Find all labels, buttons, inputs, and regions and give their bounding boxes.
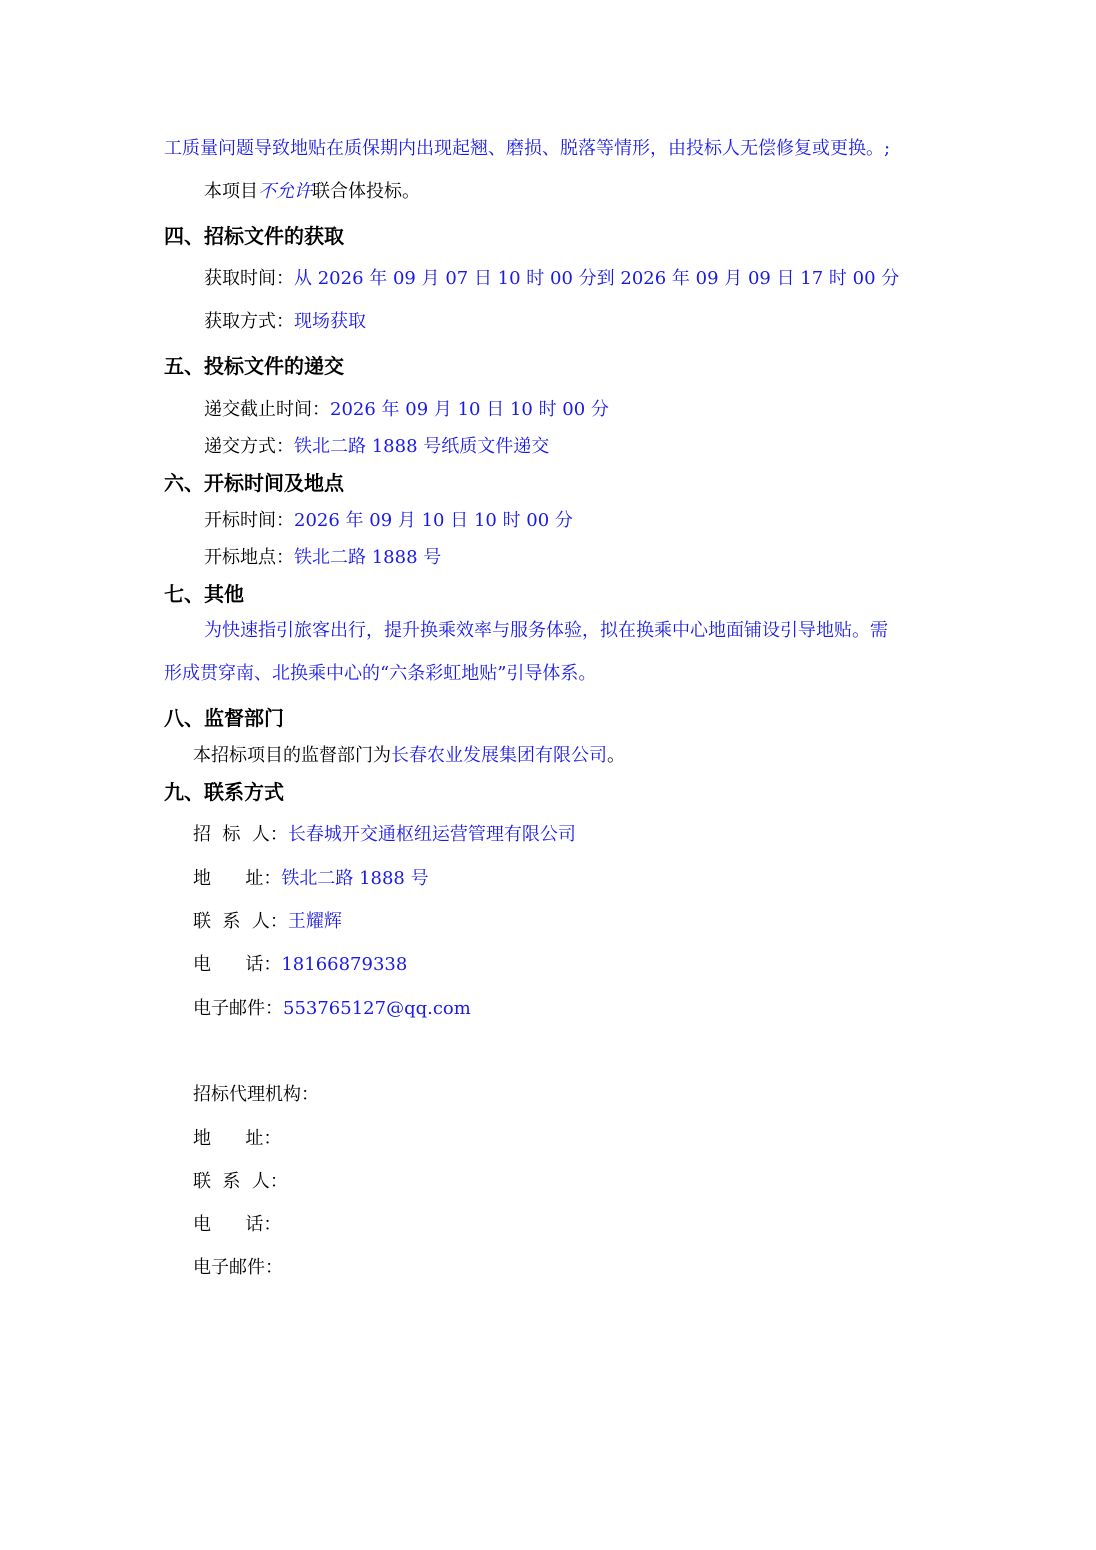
address-row: [193, 867, 429, 891]
phone-label: 电 话：: [193, 954, 282, 975]
tenderer-value: 长春城开交通枢纽运营管理有限公司: [287, 824, 576, 845]
email-value: 553765127@qq.com: [283, 998, 471, 1019]
supervision-suffix: 。: [607, 745, 625, 766]
submit-deadline-label: 递交截止时间：: [204, 399, 330, 420]
acquire-time-value: 从 2026 年 09 月 07 日 10 时 00 分到 2026 年 09 月 09 日 17 时 00 分: [294, 268, 900, 289]
section-heading-5: 五、投标文件的递交: [164, 354, 344, 378]
agency-contact-label: 联 系 人：: [193, 1171, 288, 1192]
contact-value: 王耀辉: [287, 911, 342, 932]
contact-label: 联 系 人：: [193, 911, 288, 932]
other-paragraph-line-1: 为快速指引旅客出行，提升换乘效率与服务体验，拟在换乘中心地面铺设引导地贴。需: [204, 620, 888, 641]
acquire-method-value: 现场获取: [294, 311, 366, 332]
consortium-suffix: 联合体投标。: [312, 181, 420, 202]
phone-row: [193, 953, 407, 977]
agency-name-label: 招标代理机构：: [193, 1084, 319, 1105]
acquire-method-row: [204, 310, 366, 334]
submit-deadline-row: [204, 398, 609, 422]
opening-time-value: 2026 年 09 月 10 日 10 时 00 分: [294, 510, 573, 531]
section-heading-8: 八、监督部门: [164, 706, 284, 730]
supervision-value: 长春农业发展集团有限公司: [391, 745, 607, 766]
acquire-time-label: 获取时间：: [204, 268, 294, 289]
agency-address-label: 地 址：: [193, 1128, 282, 1149]
opening-place-value: 铁北二路 1888 号: [294, 547, 442, 568]
submit-deadline-value: 2026 年 09 月 10 日 10 时 00 分: [330, 399, 609, 420]
consortium-value: 不允许: [258, 181, 312, 202]
phone-value: 18166879338: [281, 954, 408, 975]
email-label: 电子邮件：: [193, 998, 283, 1019]
consortium-statement: [204, 180, 420, 204]
section-heading-6: 六、开标时间及地点: [164, 471, 344, 495]
opening-time-label: 开标时间：: [204, 510, 294, 531]
other-paragraph-line-2: 形成贯穿南、北换乘中心的“六条彩虹地贴”引导体系。: [164, 663, 597, 684]
address-value: 铁北二路 1888 号: [281, 868, 429, 889]
contact-row: [193, 910, 342, 934]
consortium-prefix: 本项目: [204, 181, 258, 202]
acquire-time-row: [204, 267, 899, 291]
submit-method-value: 铁北二路 1888 号纸质文件递交: [294, 436, 550, 457]
submit-method-label: 递交方式：: [204, 436, 294, 457]
agency-phone-label: 电 话：: [193, 1214, 282, 1235]
section-heading-9: 九、联系方式: [164, 780, 284, 804]
acquire-method-label: 获取方式：: [204, 311, 294, 332]
supervision-prefix: 本招标项目的监督部门为: [193, 745, 391, 766]
email-row: [193, 997, 471, 1021]
tenderer-label: 招 标 人：: [193, 824, 288, 845]
supervision-statement: [193, 744, 625, 768]
section-heading-4: 四、招标文件的获取: [164, 224, 344, 248]
section-heading-7: 七、其他: [164, 582, 244, 606]
agency-email-label: 电子邮件：: [193, 1257, 283, 1278]
submit-method-row: [204, 435, 549, 459]
address-label: 地 址：: [193, 868, 282, 889]
opening-place-label: 开标地点：: [204, 547, 294, 568]
opening-time-row: [204, 509, 573, 533]
continued-paragraph: 工质量问题导致地贴在质保期内出现起翘、磨损、脱落等情形，由投标人无偿修复或更换。;: [164, 138, 891, 159]
tenderer-row: [193, 823, 576, 847]
opening-place-row: [204, 546, 441, 570]
